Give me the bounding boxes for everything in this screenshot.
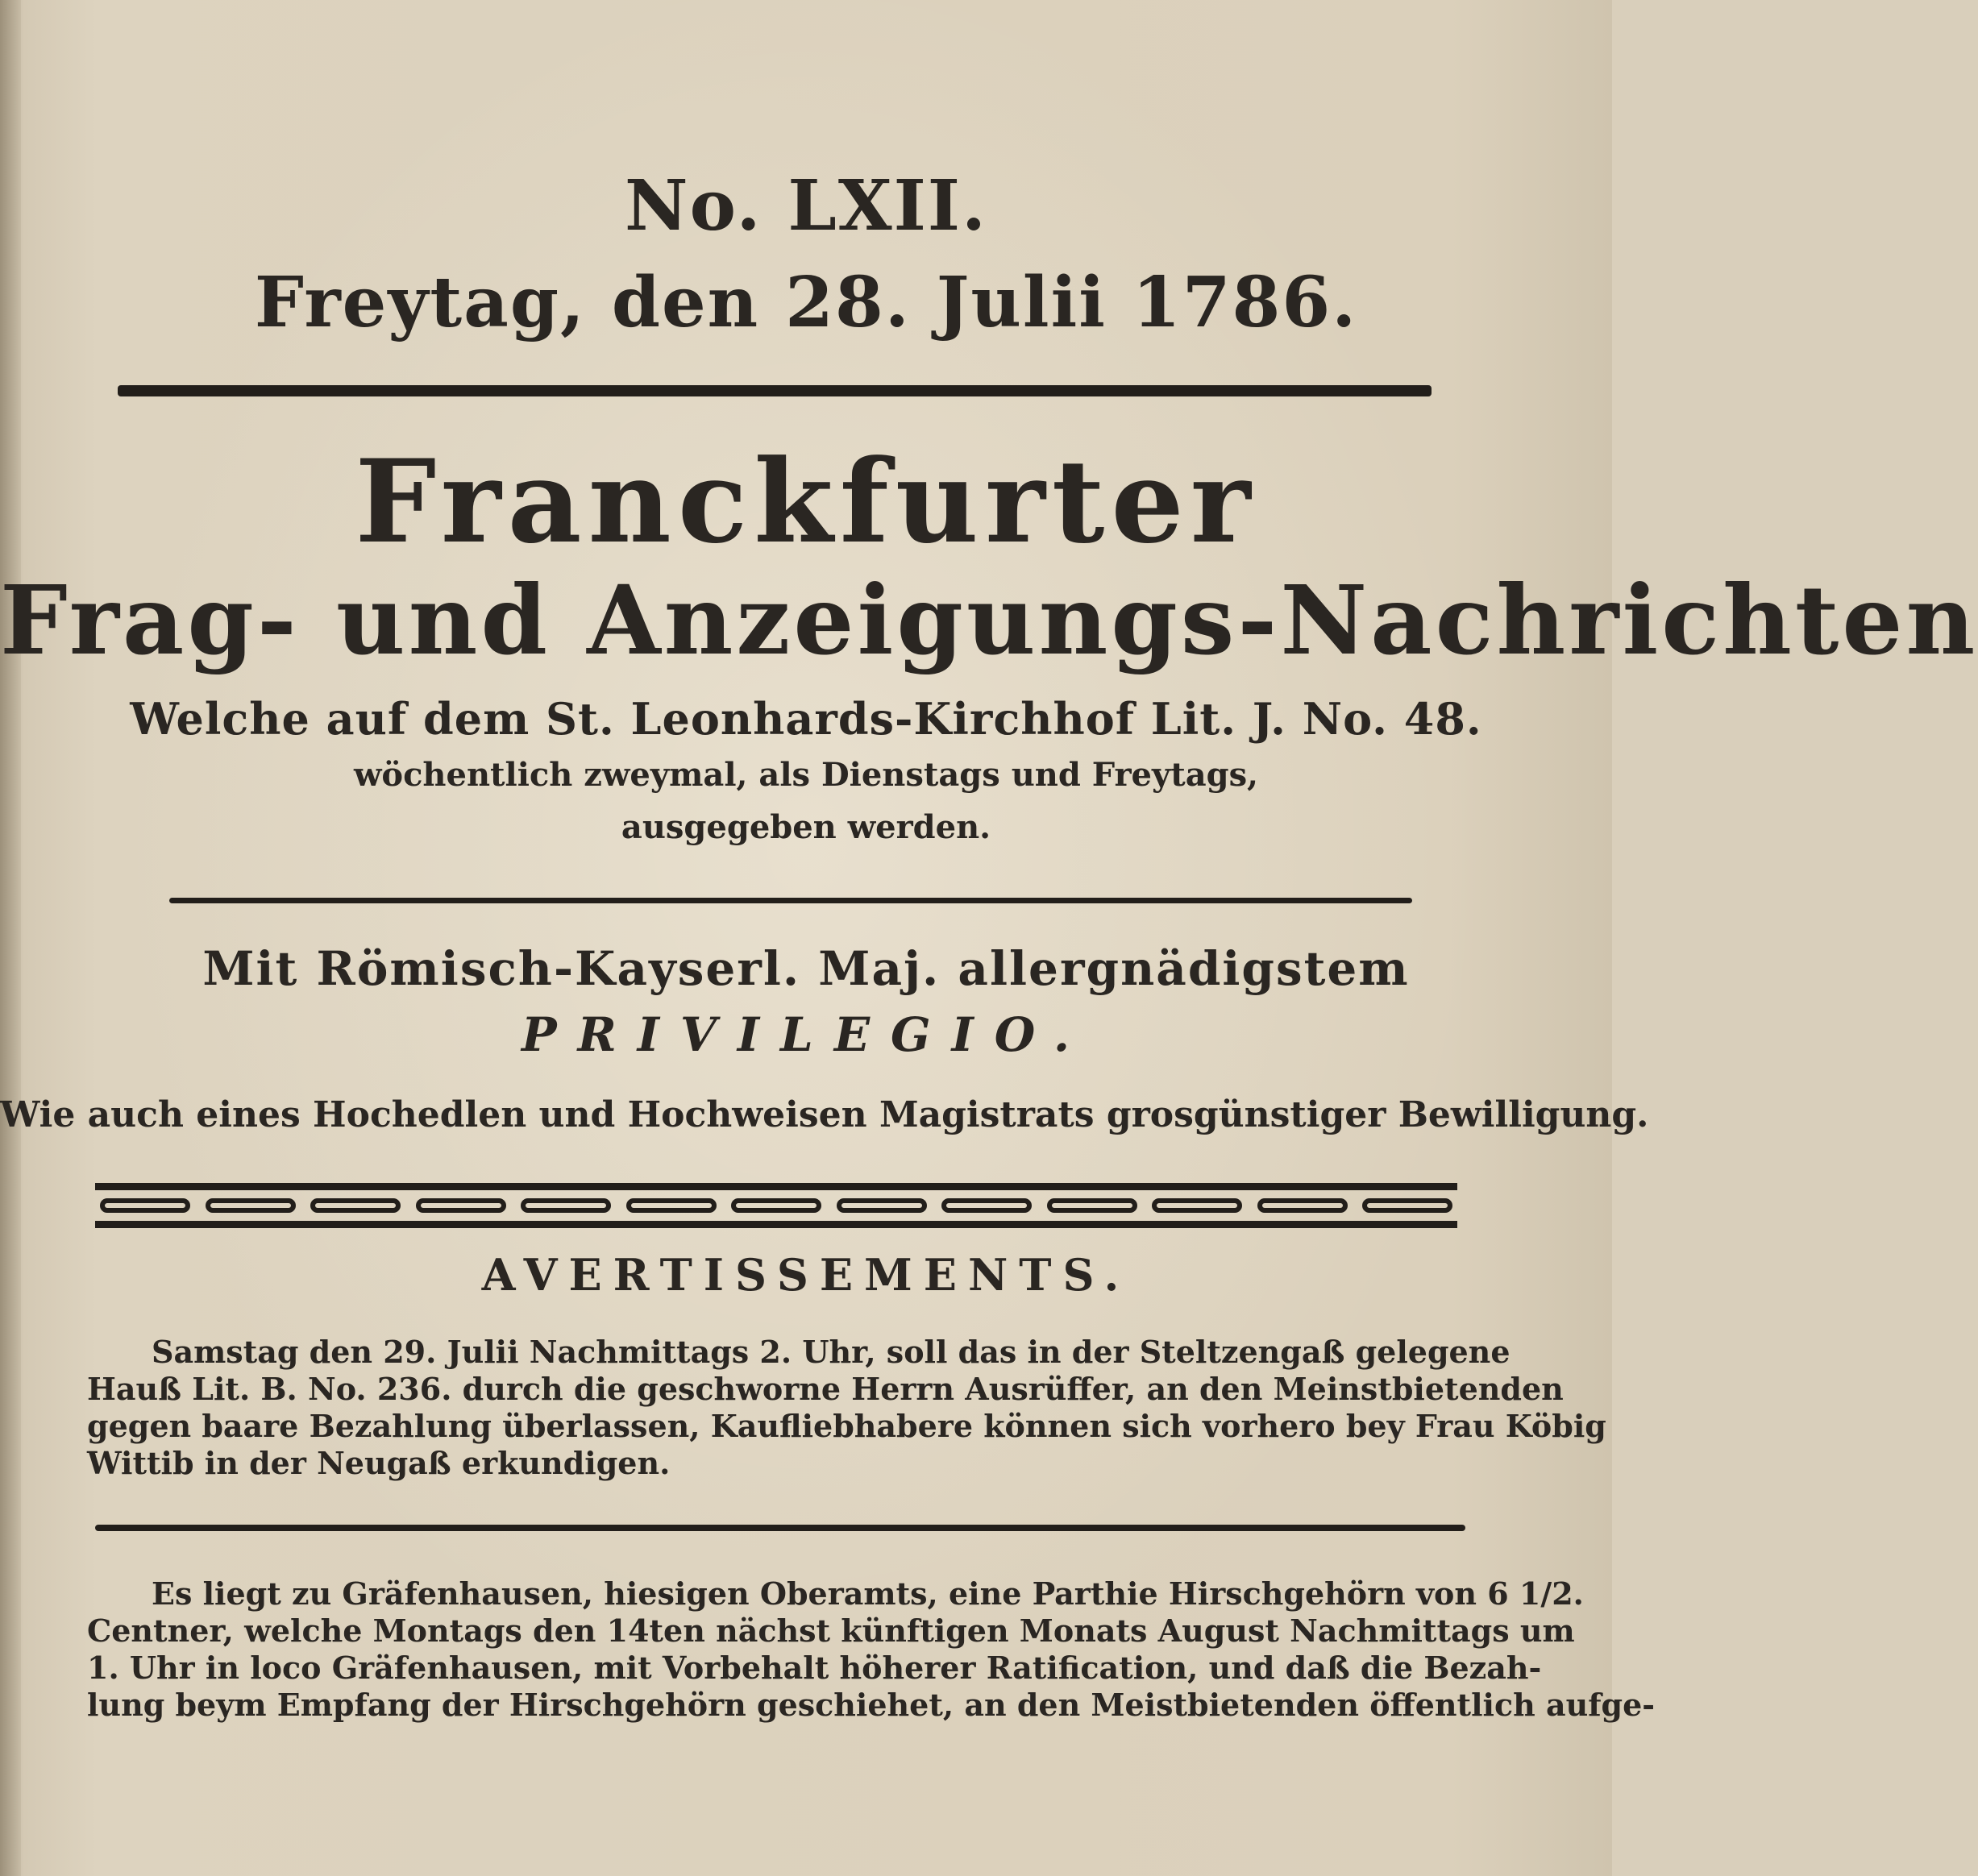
advertisement-house-auction bbox=[87, 1334, 1606, 1482]
publication-note: ausgegeben werden. bbox=[621, 808, 991, 846]
privilege-word: PRIVILEGIO. bbox=[521, 1007, 1091, 1062]
advert-line: Es liegt zu Gräfenhausen, hiesigen Oberamts, eine Parthie Hirschgehörn von 6 1/2. bbox=[152, 1575, 1584, 1612]
privilege-line: Mit Römisch-Kayserl. Maj. allergnädigstem bbox=[202, 941, 1410, 996]
publication-schedule: wöchentlich zweymal, als Dienstags und Freytags, bbox=[353, 756, 1259, 794]
advertisement-antler-sale bbox=[87, 1575, 1656, 1724]
masthead-rule bbox=[118, 385, 1432, 396]
advert-line: 1. Uhr in loco Gräfenhausen, mit Vorbehalt höherer Ratification, und daß die Bezah- bbox=[87, 1650, 1542, 1686]
advert-separator bbox=[95, 1525, 1465, 1531]
ornamental-divider bbox=[95, 1183, 1457, 1228]
advert-line: lung beym Empfang der Hirschgehörn geschiehet, an den Meistbietenden öffentlich aufge- bbox=[87, 1687, 1656, 1723]
advert-line: Hauß Lit. B. No. 236. durch die geschworne Herrn Ausrüffer, an den Meinstbietenden bbox=[87, 1371, 1564, 1407]
newspaper-title-city: Franckfurter bbox=[355, 435, 1257, 569]
magistrate-approval: Wie auch eines Hochedlen und Hochweisen Magistrats grosgünstiger Bewilligung. bbox=[0, 1094, 1649, 1135]
title-rule bbox=[169, 898, 1412, 903]
newspaper-title-main: Frag- und Anzeigungs-Nachrichten bbox=[0, 564, 1978, 676]
advert-line: Centner, welche Montags den 14ten nächst künftigen Monats August Nachmittags um bbox=[87, 1612, 1575, 1649]
advert-line: Wittib in der Neugaß erkundigen. bbox=[87, 1445, 671, 1481]
publisher-address: Welche auf dem St. Leonhards-Kirchhof Lit. J. No. 48. bbox=[130, 693, 1482, 745]
section-heading: AVERTISSEMENTS. bbox=[481, 1249, 1131, 1301]
issue-number: No. LXII. bbox=[625, 165, 987, 247]
advert-line: gegen baare Bezahlung überlassen, Kaufliebhabere können sich vorhero bey Frau Köbig bbox=[87, 1408, 1606, 1444]
advert-line: Samstag den 29. Julii Nachmittags 2. Uhr, soll das in der Steltzengaß gelegene bbox=[152, 1334, 1511, 1370]
issue-date: Freytag, den 28. Julii 1786. bbox=[254, 262, 1358, 343]
